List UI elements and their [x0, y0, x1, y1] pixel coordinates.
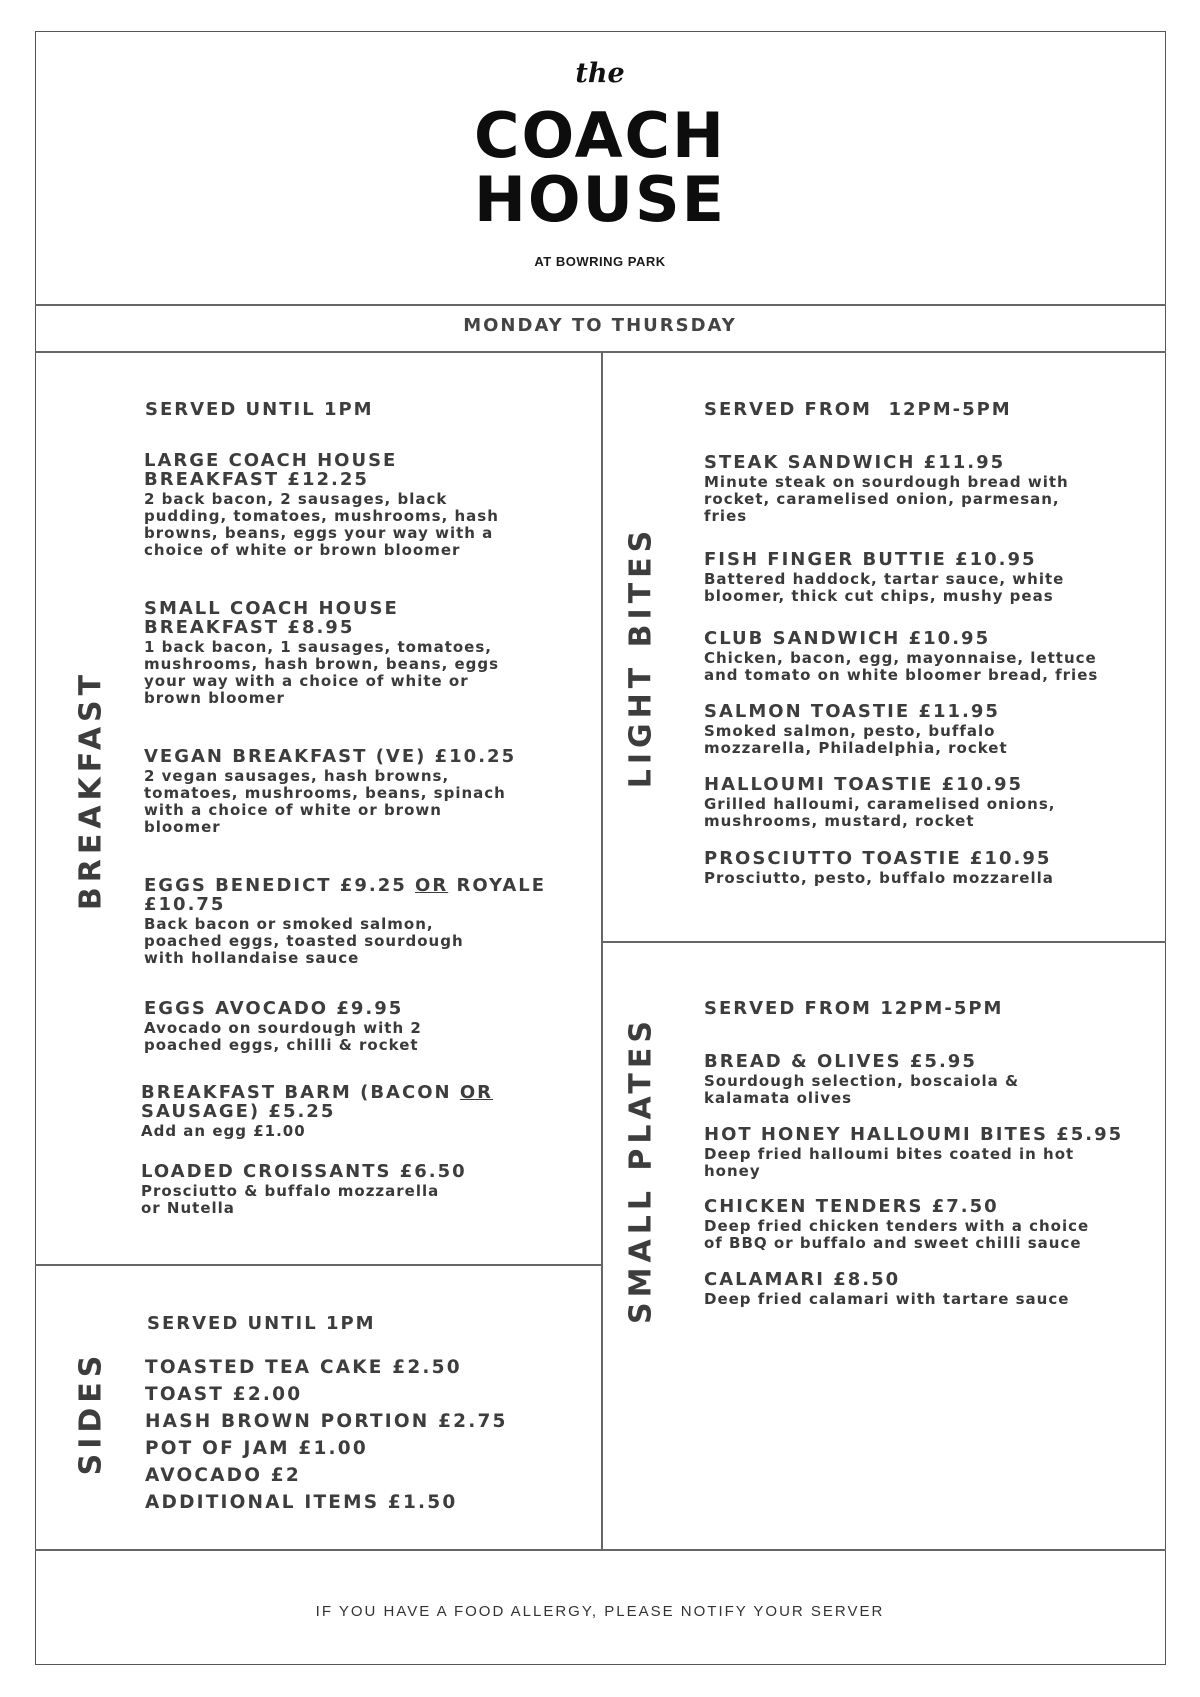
item-title: CLUB SANDWICH £10.95: [704, 628, 991, 649]
item-title: PROSCIUTTO TOASTIE £10.95: [704, 848, 1052, 869]
menu-item: [144, 876, 546, 967]
item-description: Prosciutto & buffalo mozzarella or Nutella: [141, 1182, 440, 1217]
menu-item: [704, 1052, 1019, 1107]
menu-item: [704, 1125, 1123, 1180]
breakfast-served: SERVED UNTIL 1PM: [145, 399, 374, 420]
item-description: Sourdough selection, boscaiola & kalamata olives: [704, 1072, 1020, 1107]
menu-item: [144, 599, 499, 707]
item-title: HALLOUMI TOASTIE £10.95: [704, 774, 1024, 795]
brand-name-line1: COACH: [474, 99, 726, 172]
item-description: Smoked salmon, pesto, buffalo mozzarella, Philadelphia, rocket: [704, 722, 1008, 757]
side-item: HASH BROWN PORTION £2.75: [145, 1411, 508, 1432]
item-title: STEAK SANDWICH £11.95: [704, 452, 1006, 473]
menu-item: [144, 999, 422, 1054]
side-item: TOASTED TEA CAKE £2.50: [145, 1357, 462, 1378]
item-description: Deep fried chicken tenders with a choice of BBQ or buffalo and sweet chilli sauce: [704, 1217, 1090, 1252]
allergy-notice: IF YOU HAVE A FOOD ALLERGY, PLEASE NOTIFY YOUR SERVER: [315, 1603, 885, 1620]
menu-item: [144, 747, 516, 836]
menu-item: [141, 1162, 467, 1217]
item-description: 2 back bacon, 2 sausages, black pudding, tomatoes, mushrooms, hash browns, beans, eggs your way with a choice of white or brown bloomer: [144, 490, 499, 559]
menu-item: [141, 1083, 493, 1140]
item-description: Prosciutto, pesto, buffalo mozzarella: [704, 869, 1054, 887]
item-description: Battered haddock, tartar sauce, white bloomer, thick cut chips, mushy peas: [704, 570, 1065, 605]
item-title: SMALL COACH HOUSE BREAKFAST £8.95: [144, 598, 399, 638]
menu-item: [704, 702, 1008, 757]
item-title: FISH FINGER BUTTIE £10.95: [704, 549, 1037, 570]
item-description: Minute steak on sourdough bread with rocket, caramelised onion, parmesan, fries: [704, 473, 1069, 525]
item-description: Back bacon or smoked salmon, poached eggs, toasted sourdough with hollandaise sauce: [144, 915, 464, 967]
item-title: BREAD & OLIVES £5.95: [704, 1051, 977, 1072]
divider-breakfast-sides: [35, 1264, 601, 1266]
side-item: AVOCADO £2: [145, 1465, 301, 1486]
days-heading: MONDAY TO THURSDAY: [463, 315, 737, 336]
item-title: EGGS AVOCADO £9.95: [144, 998, 404, 1019]
item-title: SALMON TOASTIE £11.95: [704, 701, 1000, 722]
item-title: VEGAN BREAKFAST (VE) £10.25: [144, 746, 517, 767]
divider-footer: [35, 1549, 1166, 1551]
item-title: LOADED CROISSANTS £6.50: [141, 1161, 467, 1182]
menu-item: [704, 550, 1064, 605]
item-description: 2 vegan sausages, hash browns, tomatoes, mushrooms, beans, spinach with a choice of white or brown bloomer: [144, 767, 506, 836]
item-description: Deep fried halloumi bites coated in hot honey: [704, 1145, 1075, 1180]
small-plates-served: SERVED FROM 12PM-5PM: [704, 998, 1004, 1019]
light-bites-served: SERVED FROM 12PM-5PM: [704, 399, 1012, 420]
item-title: HOT HONEY HALLOUMI BITES £5.95: [704, 1124, 1124, 1145]
menu-item: [704, 1197, 1089, 1252]
item-description: Chicken, bacon, egg, mayonnaise, lettuce and tomato on white bloomer bread, fries: [704, 649, 1099, 684]
item-title: LARGE COACH HOUSE BREAKFAST £12.25: [144, 450, 398, 490]
section-title-sides: SIDES: [73, 1350, 109, 1476]
brand-the: the: [575, 58, 625, 89]
brand-subtitle: AT BOWRING PARK: [534, 254, 666, 269]
item-title: CALAMARI £8.50: [704, 1269, 901, 1290]
sides-served: SERVED UNTIL 1PM: [147, 1313, 376, 1334]
menu-item: [144, 451, 499, 559]
side-item: TOAST £2.00: [145, 1384, 303, 1405]
divider-header: [35, 304, 1166, 306]
brand-name: [0, 99, 1200, 236]
side-item: ADDITIONAL ITEMS £1.50: [145, 1492, 458, 1513]
item-description: Avocado on sourdough with 2 poached eggs, chilli & rocket: [144, 1019, 422, 1054]
divider-columns: [601, 351, 603, 1549]
brand-name-line2: HOUSE: [474, 163, 726, 236]
side-item: POT OF JAM £1.00: [145, 1438, 368, 1459]
menu-item: [704, 849, 1054, 887]
item-description: Grilled halloumi, caramelised onions, mushrooms, mustard, rocket: [704, 795, 1056, 830]
menu-item: [704, 775, 1055, 830]
menu-item: [704, 629, 1098, 684]
section-title-breakfast: BREAKFAST: [73, 669, 109, 911]
item-description: Deep fried calamari with tartare sauce: [704, 1290, 1070, 1308]
item-title: BREAKFAST BARM (BACON OR SAUSAGE) £5.25: [141, 1082, 494, 1122]
item-description: Add an egg £1.00: [141, 1122, 306, 1140]
item-title: EGGS BENEDICT £9.25 OR ROYALE £10.75: [144, 875, 547, 915]
menu-item: [704, 453, 1069, 525]
section-title-small-plates: SMALL PLATES: [623, 1016, 659, 1324]
item-title: CHICKEN TENDERS £7.50: [704, 1196, 999, 1217]
menu-item: [704, 1270, 1069, 1308]
item-description: 1 back bacon, 1 sausages, tomatoes, mushrooms, hash brown, beans, eggs your way with a choice of white or brown bloomer: [144, 638, 500, 707]
divider-lightbites-smallplates: [601, 941, 1166, 943]
section-title-light-bites: LIGHT BITES: [623, 525, 659, 789]
